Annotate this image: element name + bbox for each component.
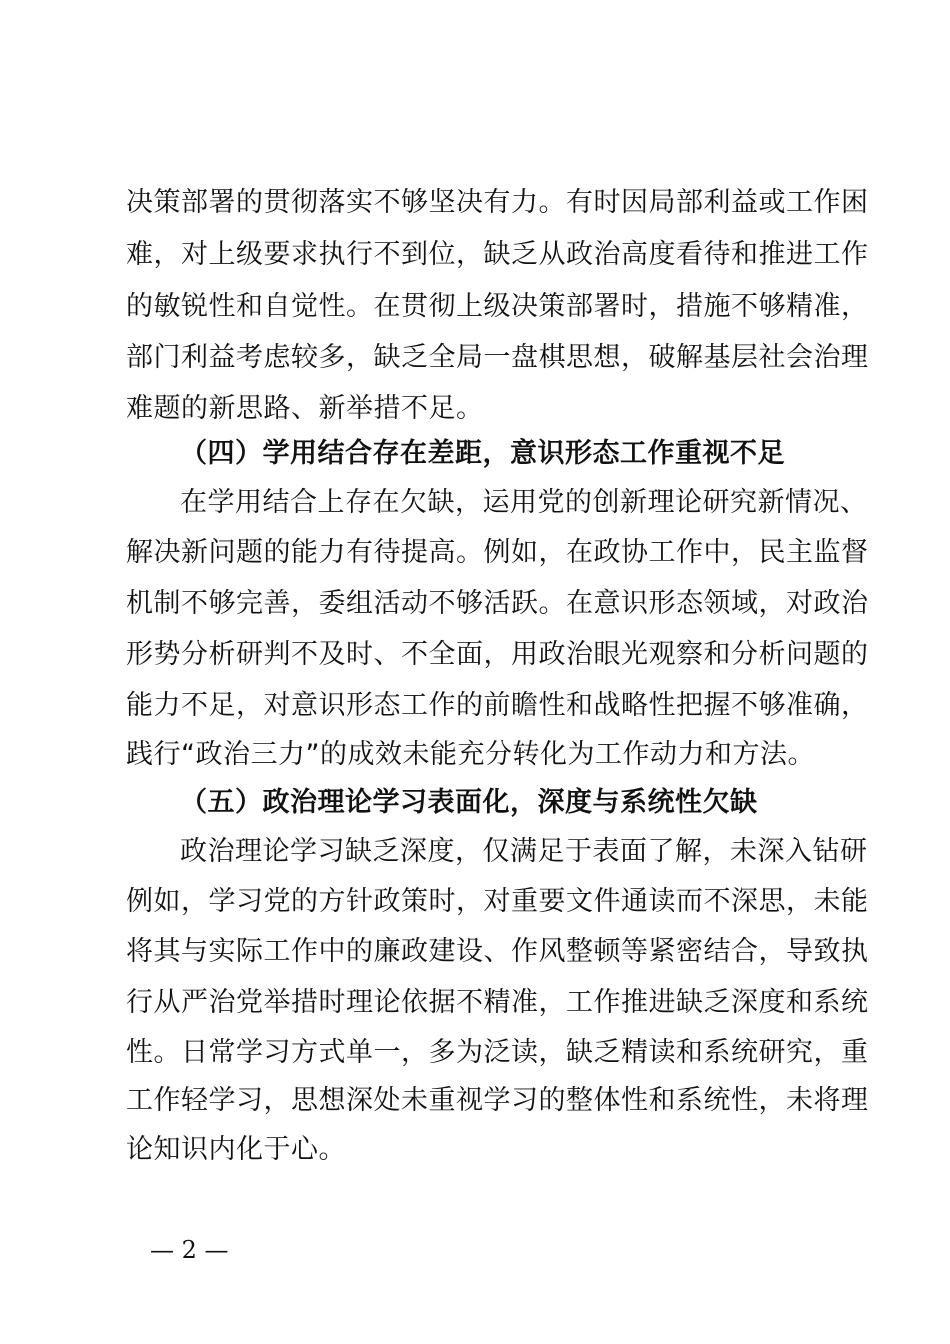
- paragraph-line: 的敏锐性和自觉性。在贯彻上级决策部署时，措施不够精准，: [126, 291, 869, 322]
- section-heading-4: （四）学用结合存在差距，意识形态工作重视不足: [180, 438, 785, 469]
- paragraph-line: 形势分析研判不及时、不全面，用政治眼光观察和分析问题的: [126, 639, 869, 670]
- paragraph-line: 性。日常学习方式单一，多为泛读，缺乏精读和系统研究，重: [126, 1037, 869, 1068]
- paragraph-line: 在学用结合上存在欠缺，运用党的创新理论研究新情况、: [180, 487, 868, 518]
- paragraph-line: 决策部署的贯彻落实不够坚决有力。有时因局部利益或工作困: [126, 187, 869, 218]
- paragraph-line: 论知识内化于心。: [126, 1134, 346, 1165]
- paragraph-line: 难，对上级要求执行不到位，缺乏从政治高度看待和推进工作: [126, 239, 869, 270]
- paragraph-line: 机制不够完善，委组活动不够活跃。在意识形态领域，对政治: [126, 588, 869, 619]
- paragraph-line: 能力不足，对意识形态工作的前瞻性和战略性把握不够准确，: [126, 690, 869, 721]
- paragraph-line: 行从严治党举措时理论依据不精准，工作推进缺乏深度和系统: [126, 987, 869, 1018]
- paragraph-line: 践行“政治三力”的成效未能充分转化为工作动力和方法。: [126, 739, 815, 770]
- section-heading-5: （五）政治理论学习表面化，深度与系统性欠缺: [180, 787, 758, 818]
- paragraph-line: 工作轻学习，思想深处未重视学习的整体性和系统性，未将理: [126, 1085, 869, 1116]
- paragraph-line: 部门利益考虑较多，缺乏全局一盘棋思想，破解基层社会治理: [126, 342, 869, 373]
- paragraph-line: 解决新问题的能力有待提高。例如，在政协工作中，民主监督: [126, 537, 869, 568]
- page-number: — 2 —: [150, 1236, 229, 1264]
- paragraph-line: 政治理论学习缺乏深度，仅满足于表面了解，未深入钻研: [180, 836, 868, 867]
- paragraph-line: 例如，学习党的方针政策时，对重要文件通读而不深思，未能: [126, 886, 869, 917]
- paragraph-line: 难题的新思路、新举措不足。: [126, 393, 484, 424]
- paragraph-line: 将其与实际工作中的廉政建设、作风整顿等紧密结合，导致执: [126, 936, 869, 967]
